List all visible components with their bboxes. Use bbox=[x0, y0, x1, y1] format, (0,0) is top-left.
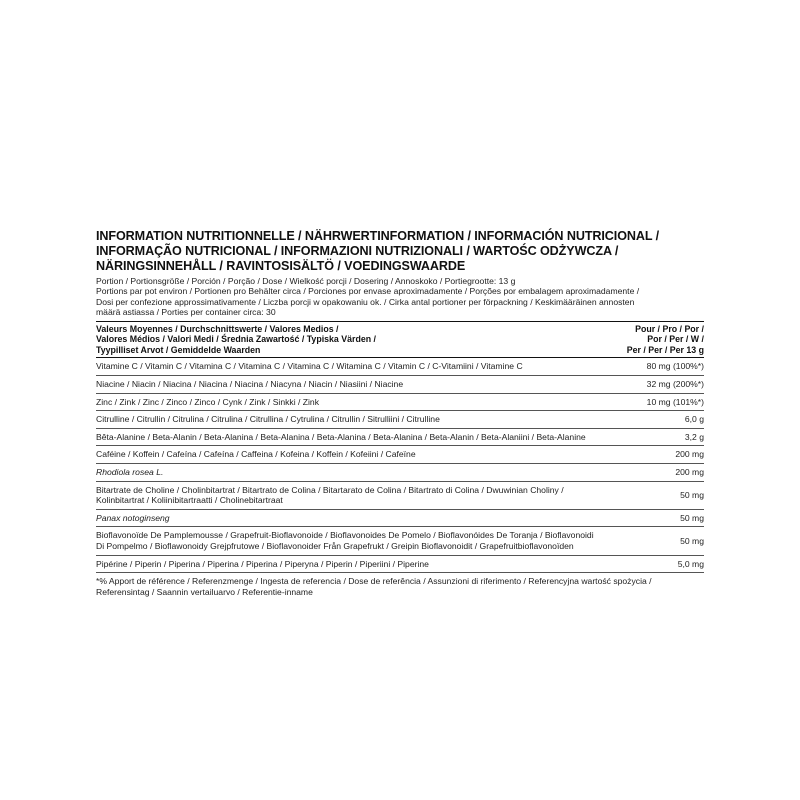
nutrient-name: Bêta-Alanine / Beta-Alanin / Beta-Alanina / Beta-Alanina / Beta-Alanina / Beta-Alanina / Beta-Alanin / Beta-Alaniini / Beta-Alanine bbox=[96, 431, 586, 442]
table-row bbox=[96, 376, 704, 394]
nutrient-name: Pipérine / Piperin / Piperina / Piperina / Piperina / Piperyna / Piperin / Piperiini / Piperine bbox=[96, 558, 429, 569]
nutrient-name: Vitamine C / Vitamin C / Vitamina C / Vitamina C / Vitamina C / Witamina C / Vitamin C / C-Vitamiini / Vitamine C bbox=[96, 361, 523, 372]
nutrient-amount: 50 mg bbox=[680, 535, 704, 546]
nutrient-table bbox=[96, 358, 704, 573]
table-row bbox=[96, 482, 704, 510]
nutrient-amount: 80 mg (100%*) bbox=[646, 361, 704, 372]
table-row bbox=[96, 411, 704, 429]
table-row bbox=[96, 429, 704, 447]
nutrient-amount: 200 mg bbox=[675, 466, 704, 477]
nutrition-panel bbox=[96, 229, 704, 597]
table-row bbox=[96, 394, 704, 412]
nutrient-amount: 50 mg bbox=[680, 489, 704, 500]
table-header bbox=[96, 322, 704, 358]
nutrient-amount: 50 mg bbox=[680, 512, 704, 523]
nutrient-amount: 200 mg bbox=[675, 449, 704, 460]
nutrient-name: Niacine / Niacin / Niacina / Niacina / Niacina / Niacyna / Niacin / Niasiini / Niacine bbox=[96, 379, 404, 389]
nutrient-amount: 32 mg (200%*) bbox=[646, 379, 704, 389]
nutrient-amount: 5,0 mg bbox=[677, 558, 704, 569]
nutrient-name: Panax notoginseng bbox=[96, 512, 170, 523]
nutrient-name: Citrulline / Citrullin / Citrulina / Citrulina / Citrullina / Cytrulina / Citrullin / Sitrulliini / Citrulline bbox=[96, 414, 440, 425]
header-average-values: Valeurs Moyennes / Durchschnittswerte / Valores Medios / Valores Médios / Valori Medi / Średnia Zawartość / Typiska Värden / Tyypilliset Arvot / Gemiddelde Waarden bbox=[96, 323, 376, 355]
nutrient-amount: 10 mg (101%*) bbox=[646, 396, 704, 407]
portion-info: Portion / Portionsgröße / Porción / Porção / Dose / Wielkość porcji / Dosering / Annoskoko / Portiegrootte: 13 g Portions par pot environ / Portionen pro Behälter circa / Porciones por envase aproximadamente / Porções por embalagem aproximadamente / Dosi per confezione approssimativamente / Liczba porcji w opakowaniu ok. / Cirka antal portioner per förpackning / Keskimääräinen annosten määrä astiassa / Porties per container circa: 30 bbox=[96, 276, 640, 318]
table-row bbox=[96, 446, 704, 464]
nutrient-name: Bitartrate de Choline / Cholinbitartrat / Bitartrato de Colina / Bitartarato de Colina / Bitartrato di Colina / Dwuwinian Choliny / Kolinbitartrat / Koliinibitartraatti / Cholinebitartraat bbox=[96, 484, 564, 506]
nutrient-amount: 3,2 g bbox=[684, 431, 704, 442]
nutrition-title: INFORMATION NUTRITIONNELLE / NÄHRWERTINFORMATION / INFORMACIÓN NUTRICIONAL / INFORMAÇÃO NUTRICIONAL / INFORMAZIONI NUTRIZIONALI / WARTOŚC ODŻYWCZA / NÄRINGSINNEHÅLL / RAVINTOSISÄLTÖ / VOEDINGSWAARDE bbox=[96, 229, 660, 273]
table-row bbox=[96, 556, 704, 574]
header-per-serving: Pour / Pro / Por / Por / Per / W / Per / Per / Per 13 g bbox=[626, 323, 704, 355]
table-row bbox=[96, 527, 704, 555]
nutrient-name: Zinc / Zink / Zinc / Zinco / Zinco / Cynk / Zink / Sinkki / Zink bbox=[96, 396, 320, 407]
nutrient-amount: 6,0 g bbox=[684, 414, 704, 425]
table-row bbox=[96, 464, 704, 482]
reference-footnote: *% Apport de référence / Referenzmenge / Ingesta de referencia / Dose de referência / Assunzioni di riferimento / Referencyjna wartość spożycia / Referensintag / Saannin vertailuarvo / Referentie-inname bbox=[96, 576, 652, 597]
table-row bbox=[96, 358, 704, 376]
nutrient-name: Caféine / Koffein / Cafeína / Cafeína / Caffeina / Kofeina / Koffein / Kofeiini / Cafeïne bbox=[96, 449, 416, 460]
nutrient-name: Bioflavonoïde De Pamplemousse / Grapefruit-Bioflavonoide / Bioflavonoides De Pomelo / Bioflavonóides De Toranja / Bioflavonoidi Di Pompelmo / Bioflawonoidy Grejpfrutowe / Bioflavonoider Från Grapefrukt / Greipin Bioflavonoidit / Grapefruitbioflavonoïden bbox=[96, 530, 594, 551]
nutrient-name: Rhodiola rosea L. bbox=[96, 466, 164, 477]
table-row bbox=[96, 510, 704, 528]
